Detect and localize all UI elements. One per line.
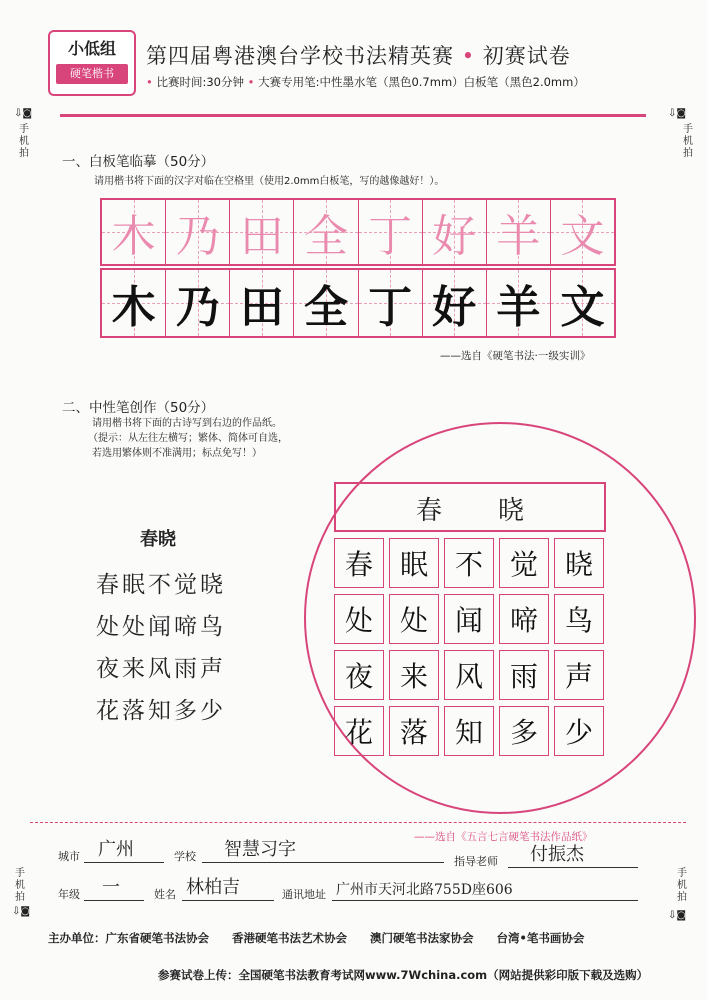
camera-icon: ⇩◙	[668, 108, 687, 119]
section2-instruction-3: 若选用繁体则不准满用；标点免写！）	[92, 448, 262, 459]
artwork-cell: 晓	[554, 538, 604, 588]
grid-char: 全	[303, 282, 348, 333]
poem-line: 花落知多少	[96, 698, 226, 724]
grid-char: 好	[432, 211, 477, 262]
bullet-2: •	[247, 75, 255, 89]
organizers: 主办单位：广东省硬笔书法协会 香港硬笔书法艺术协会 澳门硬笔书法家协会 台湾•笔书画协会	[48, 931, 585, 945]
grid-char: 文	[560, 211, 605, 262]
name-value: 林柏吉	[186, 877, 240, 898]
address-value: 广州市天河北路755D座606	[336, 882, 513, 898]
group-badge	[48, 30, 136, 96]
city-field[interactable]	[84, 839, 164, 863]
artwork-cell: 多	[499, 706, 549, 756]
artwork-cell: 风	[444, 650, 494, 700]
artwork-cell: 春	[334, 538, 384, 588]
artwork-char-grid	[334, 538, 604, 756]
artwork-cell: 鸟	[554, 594, 604, 644]
grid-char: 田	[239, 282, 284, 333]
artwork-cell: 来	[389, 650, 439, 700]
exam-info	[146, 74, 585, 90]
section1-source: ——选自《硬笔书法·一级实训》	[440, 350, 591, 362]
grid-cell	[166, 200, 230, 264]
artwork-title-box	[334, 482, 606, 532]
camera-icon: ⇩◙	[668, 910, 687, 921]
section2-heading: 二、中性笔创作（50分）	[62, 400, 215, 416]
name-label: 姓名	[154, 888, 176, 901]
side-label-right-bottom: 手机拍	[677, 868, 687, 903]
artwork-cell: 少	[554, 706, 604, 756]
name-field[interactable]	[182, 877, 274, 901]
artwork-cell: 啼	[499, 594, 549, 644]
side-label-left-bottom: 手机拍	[15, 868, 25, 903]
school-value: 智慧习字	[224, 839, 296, 860]
exam-time: 比赛时间:30分钟	[156, 75, 244, 89]
badge-top-text: 小低组	[67, 39, 116, 58]
upload-info: 参赛试卷上传：全国硬笔书法教育考试网www.7Wchina.com（网站提供彩印版下载及选购）	[158, 968, 649, 982]
grid-char: 乃	[175, 282, 220, 333]
grid-char: 全	[303, 211, 348, 262]
section1-instruction: 请用楷书将下面的汉字对临在空格里（使用2.0mm白板笔，写的越像越好！）。	[94, 176, 445, 187]
teacher-value: 付振杰	[530, 844, 584, 865]
artwork-cell: 落	[389, 706, 439, 756]
badge-bottom-text: 硬笔楷书	[56, 64, 128, 84]
exam-pens: 大赛专用笔:中性墨水笔（黑色0.7mm）白板笔（黑色2.0mm）	[258, 75, 585, 89]
side-label-right-top: 手机拍	[683, 124, 693, 159]
artwork-cell: 声	[554, 650, 604, 700]
artwork-cell: 花	[334, 706, 384, 756]
artwork-cell: 处	[389, 594, 439, 644]
artwork-cell: 闻	[444, 594, 494, 644]
grid-char: 田	[239, 211, 284, 262]
school-label: 学校	[174, 850, 196, 863]
artwork-cell: 知	[444, 706, 494, 756]
grid-char: 羊	[496, 282, 541, 333]
city-value: 广州	[98, 839, 134, 860]
grid-cell	[166, 270, 230, 336]
grid-cell	[487, 200, 551, 264]
grid-char: 丁	[368, 211, 413, 262]
poem-line: 春眠不觉晓	[96, 572, 226, 598]
section1-heading: 一、白板笔临摹（50分）	[62, 154, 215, 170]
title-tail: 初赛试卷	[482, 44, 571, 68]
teacher-field[interactable]	[508, 844, 638, 868]
grade-value: 一	[102, 877, 120, 898]
grid-char: 好	[432, 282, 477, 333]
bullet-1: •	[146, 75, 153, 89]
grid-cell	[423, 200, 487, 264]
copy-char-grid	[100, 268, 616, 338]
grid-cell	[102, 200, 166, 264]
grade-field[interactable]	[84, 877, 144, 901]
poem-title: 春晓	[140, 529, 176, 550]
artwork-cell: 夜	[334, 650, 384, 700]
model-char-grid	[100, 198, 616, 266]
poem-line: 夜来风雨声	[96, 656, 226, 682]
address-label: 通讯地址	[282, 888, 326, 901]
artwork-cell: 处	[334, 594, 384, 644]
side-label-left-top: 手机拍	[19, 124, 29, 159]
title-dot: •	[461, 44, 476, 68]
section2-instruction-2: （提示：从左往左横写；繁体、简体可自选，	[88, 433, 288, 444]
grid-cell	[551, 200, 614, 264]
artwork-cell: 不	[444, 538, 494, 588]
camera-icon: ⇩◙	[14, 108, 33, 119]
school-field[interactable]	[202, 839, 444, 863]
artwork-cell: 眠	[389, 538, 439, 588]
title-main: 第四届粤港澳台学校书法精英赛	[146, 44, 454, 68]
artwork-title-char: 春	[416, 496, 443, 526]
artwork-cell: 觉	[499, 538, 549, 588]
section2-instruction-1: 请用楷书将下面的古诗写到右边的作品纸。	[92, 418, 282, 429]
teacher-label: 指导老师	[454, 855, 498, 868]
grid-cell	[230, 270, 294, 336]
grid-cell	[102, 270, 166, 336]
grid-cell	[359, 200, 423, 264]
poem-line: 处处闻啼鸟	[96, 614, 226, 640]
grid-char: 文	[560, 282, 605, 333]
grid-cell	[487, 270, 551, 336]
grid-cell	[294, 270, 358, 336]
grid-cell	[423, 270, 487, 336]
grid-char: 丁	[368, 282, 413, 333]
page-title	[146, 40, 571, 70]
artwork-title-char: 晓	[498, 496, 525, 526]
section2-source: ——选自《五言七言硬笔书法作品纸》	[414, 831, 593, 843]
grid-char: 木	[111, 211, 156, 262]
grid-char: 羊	[496, 211, 541, 262]
grid-cell	[359, 270, 423, 336]
grid-cell	[294, 200, 358, 264]
grid-cell	[551, 270, 614, 336]
divider	[60, 114, 646, 117]
city-label: 城市	[58, 850, 80, 863]
grid-char: 木	[111, 282, 156, 333]
grade-label: 年级	[58, 888, 80, 901]
grid-char: 乃	[175, 211, 220, 262]
camera-icon: ⇩◙	[12, 906, 31, 917]
grid-cell	[230, 200, 294, 264]
artwork-cell: 雨	[499, 650, 549, 700]
address-field[interactable]	[332, 880, 638, 901]
